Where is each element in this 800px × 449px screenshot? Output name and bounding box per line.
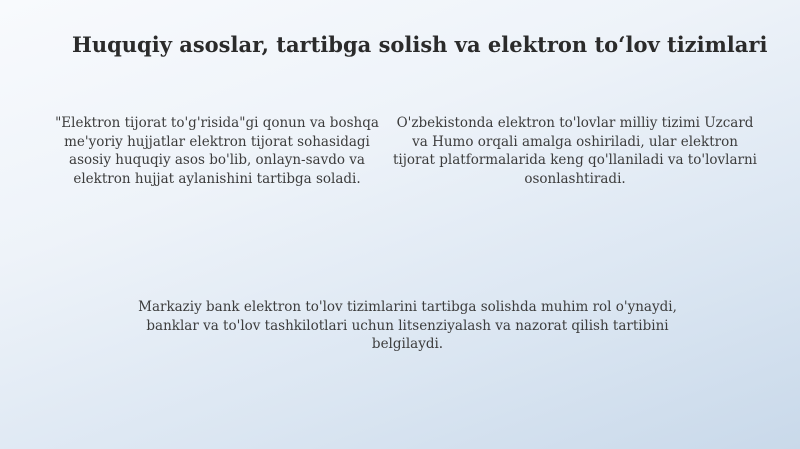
paragraph-central-bank: Markaziy bank elektron to'lov tizimlarini tartibga solishda muhim rol o'ynaydi, banklar va to'lov tashkilotlari uchun litsenziyalash va nazorat qilish tartibini belgilaydi. [138, 299, 677, 352]
paragraph-payment-systems: O'zbekistonda elektron to'lovlar milliy tizimi Uzcard va Humo orqali amalga oshiriladi, ular elektron tijorat platformalarida keng qo'llaniladi va to'lovlarni osonlashtiradi. [393, 115, 757, 187]
slide-title: Huquqiy asoslar, tartibga solish va elektron to‘lov tizimlari [72, 32, 768, 57]
paragraph-legal-framework: "Elektron tijorat to'g'risida"gi qonun va boshqa me'yoriy hujjatlar elektron tijorat sohasidagi asosiy huquqiy asos bo'lib, onlayn-savdo va elektron hujjat aylanishini tartibga soladi. [55, 115, 379, 187]
